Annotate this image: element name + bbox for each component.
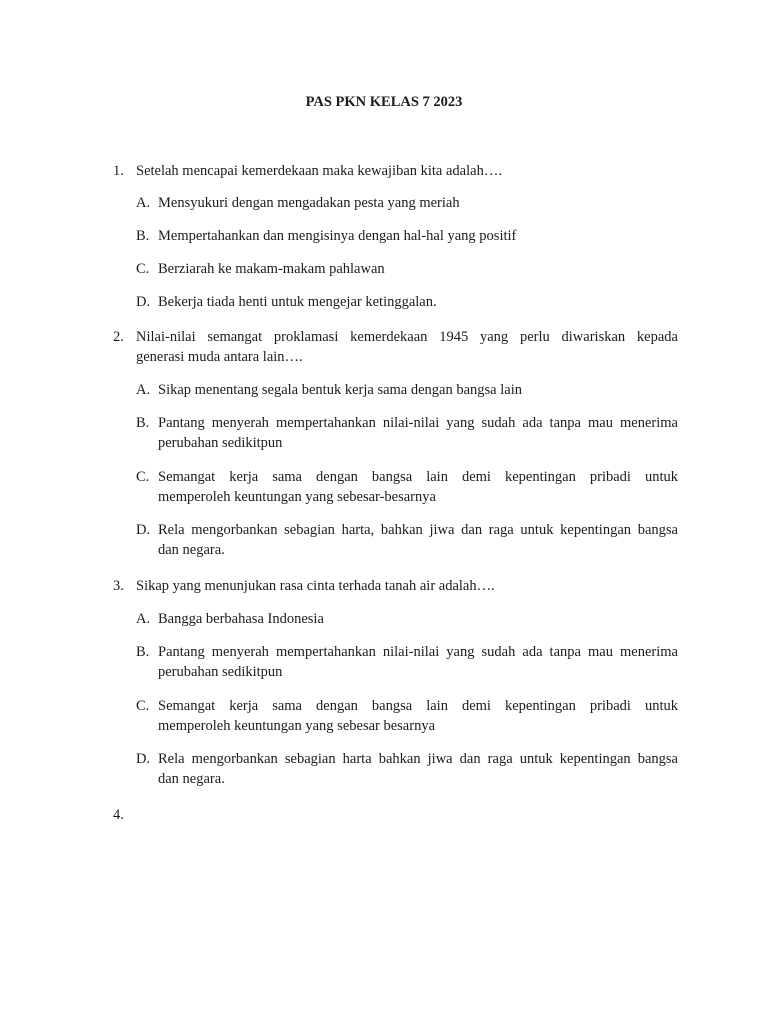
option-text: Pantang menyerah mempertahankan nilai-nilai yang sudah ada tanpa mau menerima (158, 644, 678, 660)
question-2-option-a (136, 380, 678, 400)
option-text: memperoleh keuntungan yang sebesar-besarnya (158, 489, 436, 505)
question-1-option-d (136, 292, 678, 312)
text-line: Setelah mencapai kemerdekaan maka kewajiban kita adalah…. (136, 163, 502, 179)
question-number: 3. (113, 578, 124, 594)
question-1 (113, 161, 678, 181)
question-1-option-c (136, 259, 678, 279)
option-text: Mensyukuri dengan mengadakan pesta yang meriah (158, 195, 460, 211)
option-letter: C. (136, 698, 150, 714)
question-3-option-b (136, 642, 678, 682)
question-3 (113, 576, 678, 596)
question-text (136, 327, 678, 367)
question-number: 4. (113, 807, 124, 823)
question-2-option-c (136, 467, 678, 507)
option-letter: D. (136, 294, 151, 310)
option-text: memperoleh keuntungan yang sebesar besarnya (158, 718, 436, 734)
option-letter: A. (136, 382, 151, 398)
question-3-option-a (136, 609, 678, 629)
option-text: dan negara. (158, 771, 225, 787)
option-text: perubahan sedikitpun (158, 664, 283, 680)
question-2 (113, 327, 678, 367)
option-letter: C. (136, 469, 150, 485)
option-text: Rela mengorbankan sebagian harta, bahkan jiwa dan raga untuk kepentingan bangsa (158, 522, 678, 538)
document-title: PAS PKN KELAS 7 2023 (305, 94, 463, 110)
question-2-option-b (136, 413, 678, 453)
option-letter: C. (136, 261, 150, 277)
option-text: Bangga berbahasa Indonesia (158, 611, 324, 627)
question-2-option-d (136, 520, 678, 560)
option-letter: B. (136, 644, 150, 660)
option-text: Semangat kerja sama dengan bangsa lain demi kepentingan pribadi untuk (158, 469, 678, 485)
question-1-option-a (136, 193, 678, 213)
option-text: perubahan sedikitpun (158, 435, 283, 451)
option-text: Berziarah ke makam-makam pahlawan (158, 261, 385, 277)
option-text: Bekerja tiada henti untuk mengejar ketinggalan. (158, 294, 437, 310)
option-letter: B. (136, 228, 150, 244)
option-letter: A. (136, 195, 151, 211)
option-letter: D. (136, 751, 151, 767)
option-text: Semangat kerja sama dengan bangsa lain demi kepentingan pribadi untuk (158, 698, 678, 714)
option-text: Pantang menyerah mempertahankan nilai-nilai yang sudah ada tanpa mau menerima (158, 415, 678, 431)
question-1-option-b (136, 226, 678, 246)
option-letter: B. (136, 415, 150, 431)
question-3-option-c (136, 696, 678, 736)
text-line: generasi muda antara lain…. (136, 349, 303, 365)
option-text: Mempertahankan dan mengisinya dengan hal-hal yang positif (158, 228, 517, 244)
option-letter: D. (136, 522, 151, 538)
question-number: 2. (113, 329, 124, 345)
option-text: Sikap menentang segala bentuk kerja sama dengan bangsa lain (158, 382, 522, 398)
option-text: Rela mengorbankan sebagian harta bahkan jiwa dan raga untuk kepentingan bangsa (158, 751, 678, 767)
text-line: Nilai-nilai semangat proklamasi kemerdekaan 1945 yang perlu diwariskan kepada (136, 329, 678, 345)
question-text (136, 161, 678, 181)
text-line: Sikap yang menunjukan rasa cinta terhada tanah air adalah…. (136, 578, 495, 594)
option-text: dan negara. (158, 542, 225, 558)
question-number: 1. (113, 163, 124, 179)
question-text (136, 576, 678, 596)
option-letter: A. (136, 611, 151, 627)
question-3-option-d (136, 749, 678, 789)
